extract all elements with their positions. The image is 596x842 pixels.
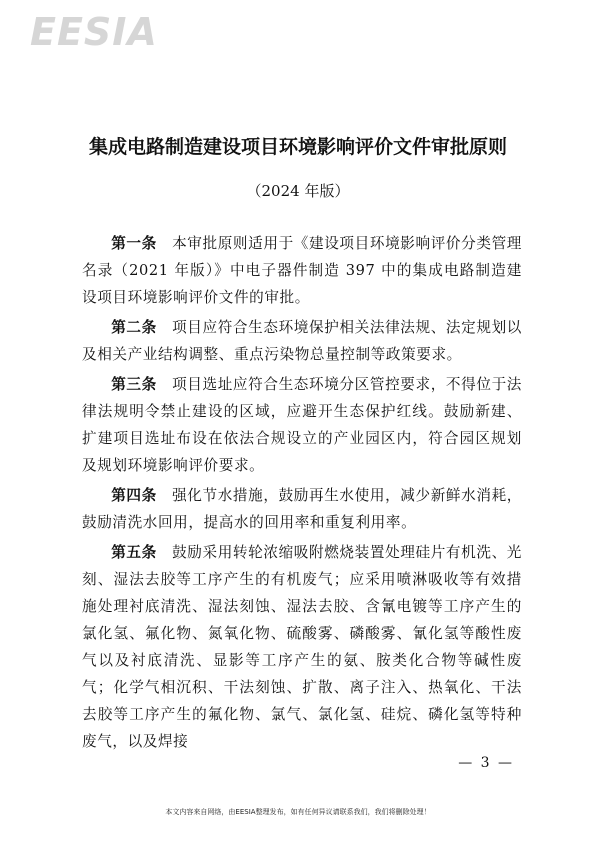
article-4 [82, 482, 522, 536]
article-number: 第四条 [111, 487, 157, 504]
eesia-logo: EESIA [30, 10, 158, 54]
article-number: 第三条 [111, 376, 157, 393]
article-5 [82, 539, 522, 755]
article-text: 项目应符合生态环境保护相关法律法规、法定规划以及相关产业结构调整、重点污染物总量控制等政策要求。 [82, 319, 522, 363]
article-text: 本审批原则适用于《建设项目环境影响评价分类管理名录（2021 年版）》中电子器件制造 397 中的集成电路制造建设项目环境影响评价文件的审批。 [82, 235, 522, 306]
article-number: 第二条 [111, 319, 157, 336]
document-title: 集成电路制造建设项目环境影响评价文件审批原则 [88, 136, 507, 158]
footer-notice: 本文内容来自网络，由EESIA整理发布，如有任何异议请联系我们，我们将删除处理！ [165, 808, 431, 816]
article-1 [82, 230, 522, 311]
document-body [82, 230, 522, 758]
article-text: 鼓励采用转轮浓缩吸附燃烧装置处理硅片有机洗、光刻、湿法去胶等工序产生的有机废气；应采用喷淋吸收等有效措施处理衬底清洗、湿法刻蚀、湿法去胶、含氰电镀等工序产生的氯化氢、氟化物、氮氧化物、硫酸雾、磷酸雾、氰化氢等酸性废气以及衬底清洗、显影等工序产生的氨、胺类化合物等碱性废气；化学气相沉积、干法刻蚀、扩散、离子注入、热氧化、干法去胶等工序产生的氟化物、氯气、氯化氢、硅烷、磷化氢等特种废气，以及焊接 [82, 544, 522, 750]
article-number: 第一条 [111, 235, 157, 252]
document-subtitle: （2024 年版） [246, 182, 350, 200]
article-text: 项目选址应符合生态环境分区管控要求，不得位于法律法规明令禁止建设的区域，应避开生态保护红线。鼓励新建、扩建项目选址布设在依法合规设立的产业园区内，符合园区规划及规划环境影响评价要求。 [82, 376, 522, 474]
article-3 [82, 371, 522, 479]
article-2 [82, 314, 522, 368]
article-number: 第五条 [111, 544, 157, 561]
article-text: 强化节水措施，鼓励再生水使用，减少新鲜水消耗，鼓励清洗水回用，提高水的回用率和重复利用率。 [82, 487, 522, 531]
page-number: — 3 — [458, 755, 514, 771]
